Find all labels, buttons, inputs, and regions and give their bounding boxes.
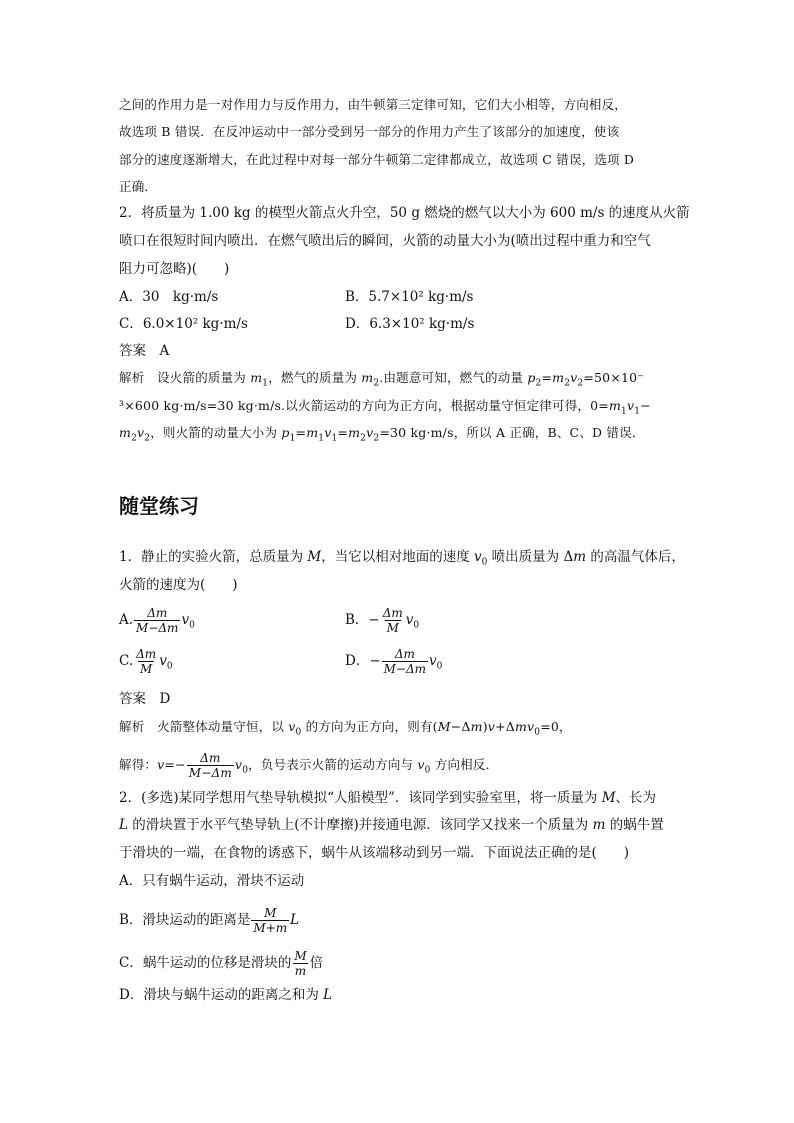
q2-option-c: C．6.0×10² kg·m/s: [119, 316, 248, 332]
section-title: 随堂练习: [119, 494, 199, 518]
p1-explanation-line-2: 解得：v=− $\frac{\Delta m}{M-\Delta m}$ $v_0$，负号表示火箭的运动方向与 $v_0$ 方向相反．: [119, 751, 499, 780]
q2-option-d: D．6.3×10² kg·m/s: [345, 316, 475, 332]
q2-explanation-line-1: 解析 设火箭的质量为 $m_1$，燃气的质量为 $m_2$.由题意可知，燃气的动量 $p_2=m_2v_2=50\times 10^-$: [119, 370, 645, 389]
fraction: $\frac{\Delta m}{M-\Delta m}$: [383, 647, 427, 676]
p2-stem-line-2: L 的滑块置于水平气垫导轨上(不计摩擦)并接通电源．该同学又找来一个质量为 m 的蜗牛置: [119, 817, 664, 833]
p1-answer: 答案 D: [119, 691, 171, 707]
p2-option-a: A．只有蜗牛运动，滑块不运动: [119, 873, 305, 889]
prev-explanation-line-1: 之间的作用力是一对作用力与反作用力，由牛顿第三定律可知，它们大小相等，方向相反，: [119, 97, 628, 112]
fraction: $\frac{M}{m}$: [294, 949, 307, 978]
prev-explanation-line-3: 部分的速度逐渐增大，在此过程中对每一部分牛顿第二定律都成立，故选项 C 错误，选项 D: [119, 152, 635, 167]
q2-option-b: B．5.7×10² kg·m/s: [345, 289, 474, 305]
fraction: $\frac{\Delta m}{M}$: [382, 606, 403, 635]
q2-option-a: A．30 kg·m/s: [119, 289, 219, 305]
p2-option-b: B．滑块运动的距离是 $\frac{M}{M+m}$ L: [119, 906, 300, 935]
p2-stem-line-1: 2．(多选)某同学想用气垫导轨模拟“人船模型”．该同学到实验室里，将一质量为 M、长为: [119, 790, 657, 806]
p2-stem-line-3: 于滑块的一端，在食物的诱惑下，蜗牛从该端移动到另一端．下面说法正确的是( ): [119, 845, 630, 861]
fraction: $\frac{\Delta m}{M}$: [136, 647, 157, 676]
p1-stem-line-2: 火箭的速度为( ): [119, 577, 238, 593]
p2-option-d: D．滑块与蜗牛运动的距离之和为 L: [119, 987, 333, 1003]
p2-option-c: C．蜗牛运动的位移是滑块的 $\frac{M}{m}$ 倍: [119, 949, 324, 978]
q2-stem-line-1: 2．将质量为 1.00 kg 的模型火箭点火升空，50 g 燃烧的燃气以大小为 600 m/s 的速度从火箭: [119, 205, 690, 221]
q2-explanation-line-2: ³×600 kg·m/s=30 kg·m/s.以火箭运动的方向为正方向，根据动量守恒定律可得，$0=m_1v_1-$: [119, 398, 651, 417]
fraction: $\frac{\Delta m}{M-\Delta m}$: [188, 751, 232, 780]
p1-option-a: A. $\frac{\Delta m}{M-\Delta m}$ $v_0$: [119, 606, 195, 635]
q2-stem-line-3: 阻力可忽略)( ): [119, 261, 230, 277]
p1-explanation-line-1: 解析 火箭整体动量守恒，以 $v_0$ 的方向为正方向，则有(M−Δm)v+Δmv$_0$=0，: [119, 719, 572, 738]
p1-option-b: B．− $\frac{\Delta m}{M}$ $v_0$: [345, 606, 420, 635]
q2-stem-line-2: 喷口在很短时间内喷出．在燃气喷出后的瞬间，火箭的动量大小为(喷出过程中重力和空气: [119, 233, 651, 249]
p1-option-d: D．− $\frac{\Delta m}{M-\Delta m}$ $v_0$: [345, 647, 443, 676]
prev-explanation-line-4: 正确．: [119, 179, 158, 194]
q2-answer: 答案 A: [119, 343, 170, 359]
fraction: $\frac{M}{M+m}$: [253, 906, 288, 935]
fraction: $\frac{\Delta m}{M-\Delta m}$: [136, 606, 179, 635]
q2-explanation-line-3: $m_2v_2$，则火箭的动量大小为 $p_1=m_1v_1=m_2v_2=30$ kg·m/s，所以 A 正确，B、C、D 错误．: [119, 425, 645, 444]
p1-option-c: C. $\frac{\Delta m}{M}$ $v_0$: [119, 647, 173, 676]
prev-explanation-line-2: 故选项 B 错误．在反冲运动中一部分受到另一部分的作用力产生了该部分的加速度，使该: [119, 124, 620, 139]
p1-stem-line-1: 1．静止的实验火箭，总质量为 M，当它以相对地面的速度 $v_0$ 喷出质量为 Δm 的高温气体后，: [119, 549, 685, 568]
